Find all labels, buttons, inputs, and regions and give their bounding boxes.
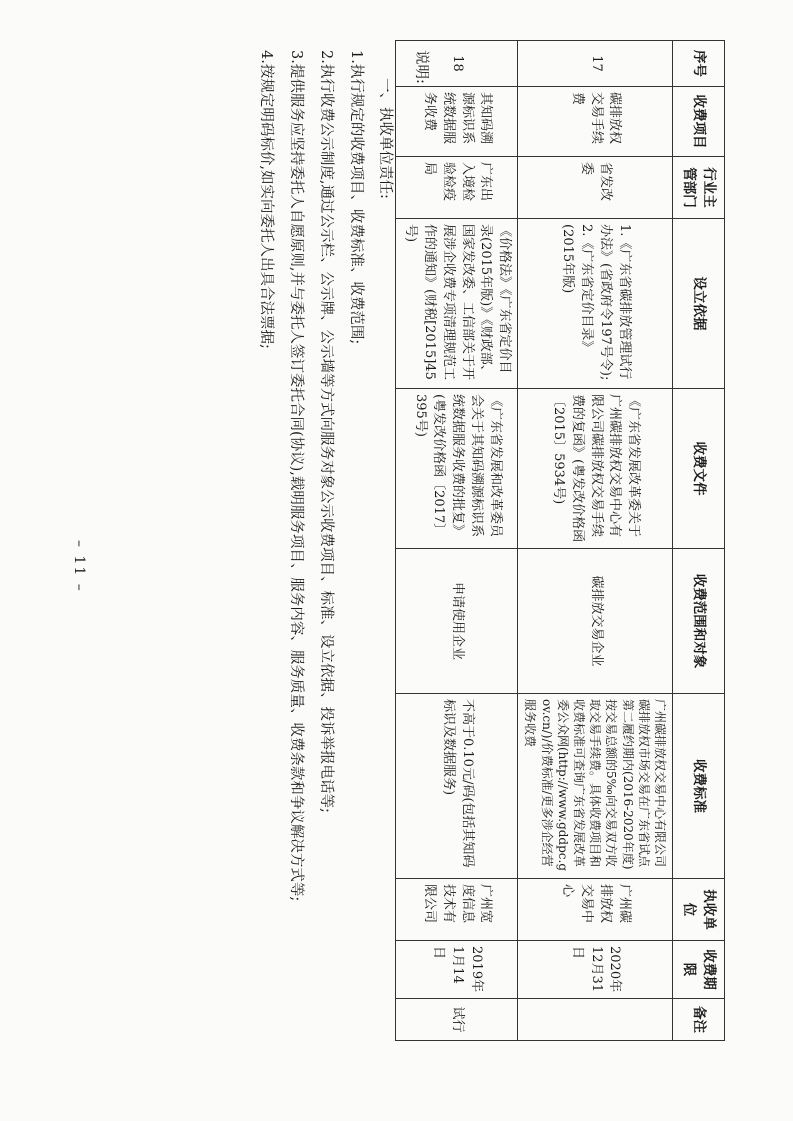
fee-table <box>395 40 725 1041</box>
cell-basis: 《价格法》《广东省定价目录(2015年版)》《财政部、国家发改委、工信部关于开展涉企收费专项清理规范工作的通知》(财税[2015]45号) <box>396 219 518 389</box>
cell-scope: 申请使用企业 <box>396 549 518 694</box>
header-scope: 收费范围和对象 <box>673 549 725 694</box>
cell-basis: 1.《广东省碳排放管理试行办法》(省政府令197号令); 2.《广东省定价目录》(2015年版) <box>518 219 673 389</box>
table-header-row <box>673 41 725 1041</box>
cell-dept: 广东出入境检验检疫局 <box>396 157 518 219</box>
cell-unit: 广州宽度信息技术有限公司 <box>396 879 518 941</box>
header-remark: 备注 <box>673 999 725 1041</box>
cell-standard: 广州碳排放权交易中心有限公司碳排放权市场交易在广东省试点第二履约期内(2016-2020年度)按交易总额的5‰向交易双方收取交易手续费。具体收费项目和收费标准可查询广东省发展改革委公众网(http://www.gddpc.gov.cn/)/价费标准/更多涉企经营服务收费 <box>518 694 673 879</box>
cell-seq: 17 <box>518 41 673 87</box>
header-doc: 收费文件 <box>673 389 725 549</box>
header-standard: 收费标准 <box>673 694 725 879</box>
cell-scope: 碳排放交易企业 <box>518 549 673 694</box>
table-row <box>518 41 673 1041</box>
page-number: – 11 – <box>71 540 87 593</box>
cell-doc: 《广东省发展和改革委员会关于其知码溯源标识系统数据服务收费的批复》(粤发改价格函〔2017〕395号) <box>396 389 518 549</box>
header-item: 收费项目 <box>673 87 725 157</box>
cell-dept: 省发改委 <box>518 157 673 219</box>
header-basis: 设立依据 <box>673 219 725 389</box>
cell-period: 2020年12月31日 <box>518 941 673 999</box>
cell-item: 碳排放权交易手续费 <box>518 87 673 157</box>
cell-period: 2019年1月14日 <box>396 941 518 999</box>
notes-item: 2.执行收费公示制度,通过公示栏、公示牌、公示墙等方式向服务对象公示收费项目、标准、设立依据、投诉举报电话等; <box>317 50 334 813</box>
notes-item: 1.执行规定的收费项目、收费标准、收费范围; <box>347 50 364 345</box>
header-seq: 序号 <box>673 41 725 87</box>
notes-item: 3.提供服务应坚持委托人自愿原则,并与委托人签订委托合同(协议),载明服务项目、服务内容、服务质量、收费条款和争议解决方式等; <box>288 50 305 902</box>
cell-remark <box>518 999 673 1041</box>
notes-item: 4.按规定明码标价,如实向委托人出具合法票据; <box>258 50 275 349</box>
cell-item: 其知码溯源标识系统数据服务收费 <box>396 87 518 157</box>
notes-label: 说明: <box>413 50 429 84</box>
cell-standard: 不高于0.10元/码(包括其知码标识及数据服务) <box>396 694 518 879</box>
notes-section <box>251 50 435 1050</box>
header-period: 收费期限 <box>673 941 725 999</box>
cell-remark: 试行 <box>396 999 518 1041</box>
cell-unit: 广州碳排放权交易中心 <box>518 879 673 941</box>
header-unit: 执收单位 <box>673 879 725 941</box>
notes-section-title: 一、执收单位责任: <box>377 78 394 199</box>
cell-doc: 《广东省发展改革委关于广州碳排放权交易中心有限公司碳排放权交易手续费的复函》(粤发改价格函〔2015〕5934号) <box>518 389 673 549</box>
header-dept: 行业主管部门 <box>673 157 725 219</box>
cell-seq: 18 <box>396 41 518 87</box>
